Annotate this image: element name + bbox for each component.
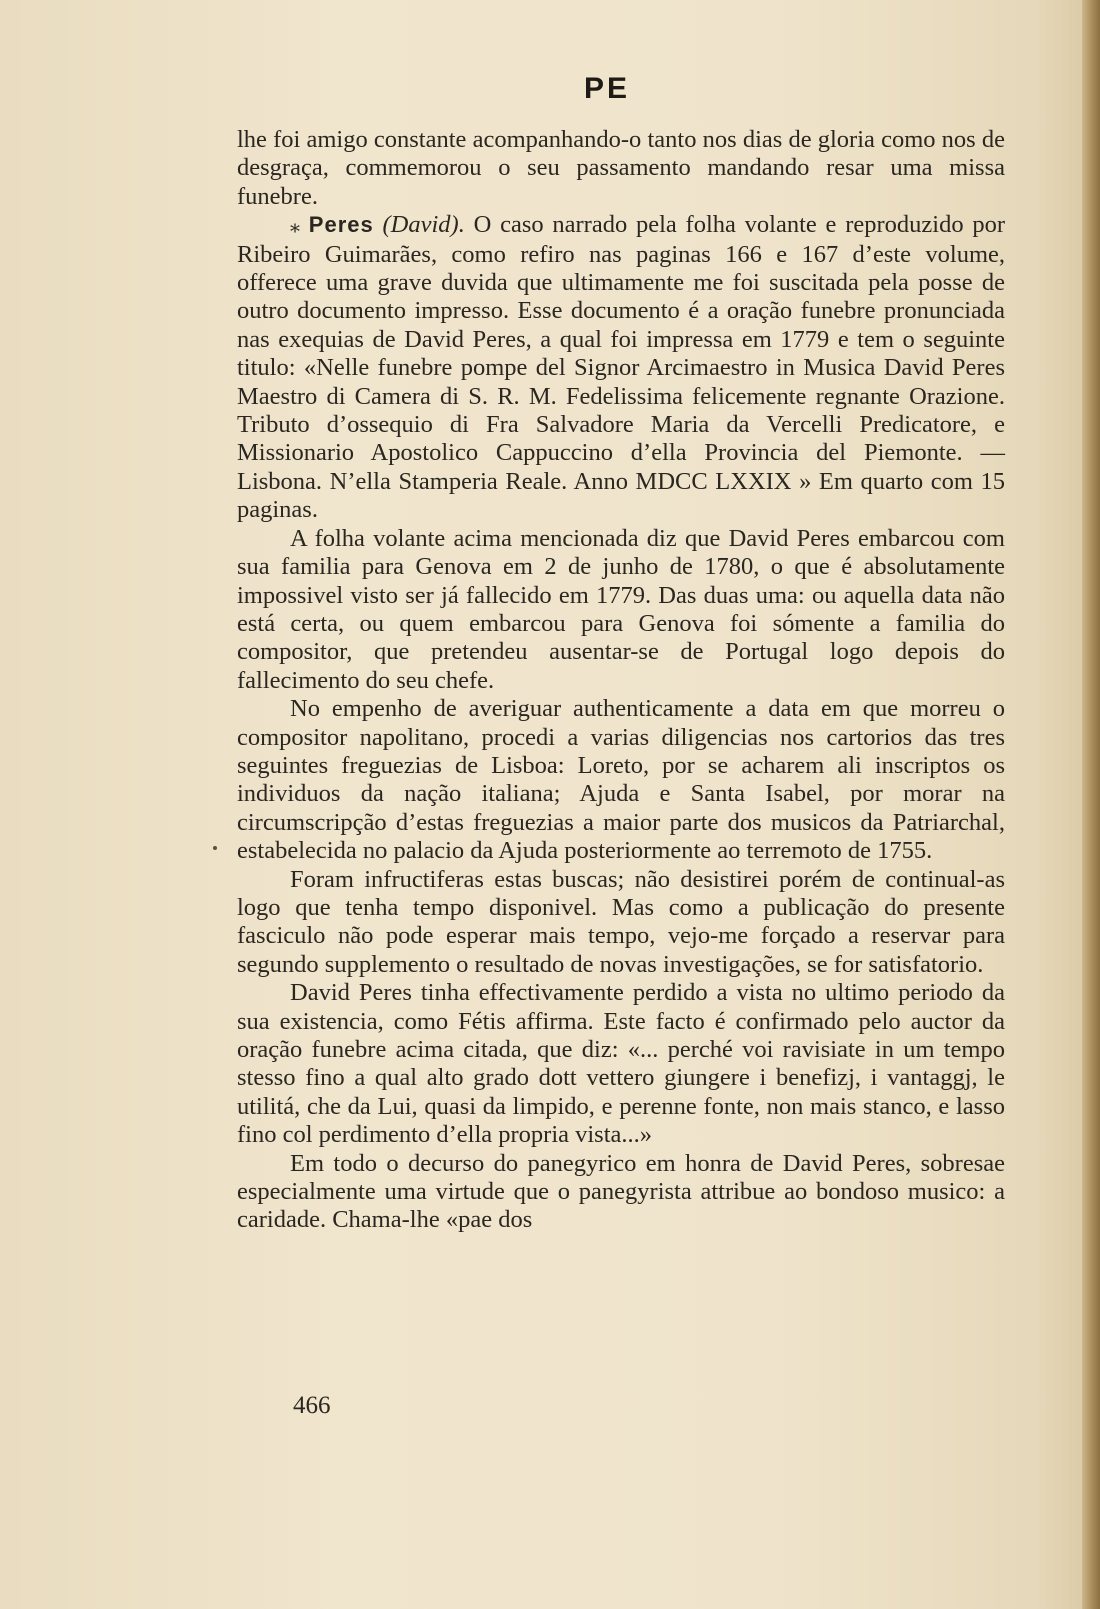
entry-given-name: (David). [382, 211, 465, 239]
paragraph [237, 979, 1005, 1149]
paragraph-text: David Peres tinha effectivamente perdido a vista no ultimo periodo da sua existencia, como Fétis affirma. Este facto é confirmado pelo auctor da oração funebre acima citada, que diz: «... perché voi ravisiate in um tempo stesso fino a qual alto grado dott vettero giungere i benefizj, i vantaggj, le utilitá, che da Lui, quasi da limpido, e perenne fonte, non mais stanco, e lasso fino col perdimento d’ella propria vista...» [237, 979, 1005, 1149]
running-header: PE [584, 72, 631, 105]
dictionary-entry-paragraph [237, 211, 1005, 524]
paragraph-text: Foram infructiferas estas buscas; não desistirei porém de continual-as logo que tenha tempo disponivel. Mas como a publicação do presente fasciculo não pode esperar mais tempo, vejo-me forçado a reservar para segundo supplemento o resultado de novas investigações, se for satisfatorio. [237, 865, 1005, 978]
paragraph [237, 126, 1005, 211]
page-number: 466 [293, 1392, 331, 1419]
paragraph-text: O caso narrado pela folha volante e reproduzido por Ribeiro Guimarães, como refiro nas paginas 166 e 167 d’este volume, offerece uma grave duvida que ultimamente me foi suscitada pela posse de outro documento impresso. Esse documento é a oração funebre pronunciada nas exequias de David Peres, a qual foi impressa em 1779 e tem o seguinte titulo: «Nelle funebre pompe del Signor Arcimaestro in Musica David Peres Maestro di Camera di S. R. M. Fedelissima felicemente regnante Orazione. Tributo d’ossequio di Fra Salvadore Maria da Vercelli Predicatore, e Missionario Apostolico Cappuccino d’ella Provincia del Piemonte. —Lisbona. N’ella Stamperia Reale. Anno MDCC LXXIX » Em quarto com 15 paginas. [237, 211, 1006, 524]
paragraph [237, 866, 1005, 980]
paragraph [237, 525, 1005, 695]
paragraph-text: lhe foi amigo constante acompanhando-o tanto nos dias de gloria como nos de desgraça, commemorou o seu passamento mandando resar uma missa funebre. [237, 126, 1005, 210]
paragraph-text: No empenho de averiguar authenticamente a data em que morreu o compositor napolitano, procedi a varias diligencias nos cartorios das tres seguintes freguezias de Lisboa: Loreto, por se acharem ali inscriptos os individuos da nação italiana; Ajuda e Santa Isabel, por morar na circumscripção d’estas freguezias a maior parte dos musicos da Patriarchal, estabelecida no palacio da Ajuda posteriormente ao terremoto de 1755. [237, 695, 1005, 865]
stray-ink-mark [213, 846, 217, 850]
entry-headword: Peres [308, 212, 374, 238]
entry-bullet: ⁎ [290, 215, 300, 238]
body-text [237, 126, 1005, 1235]
paragraph-text: A folha volante acima mencionada diz que David Peres embarcou com sua familia para Genova em 2 de junho de 1780, o que é absolutamente impossivel visto ser já fallecido em 1779. Das duas uma: ou aquella data não está certa, ou quem embarcou para Genova foi sómente a familia do compositor, que pretendeu ausentar-se de Portugal logo depois do fallecimento do seu chefe. [237, 524, 1005, 694]
paragraph-text: Em todo o decurso do panegyrico em honra de David Peres, sobresae especialmente uma virtude que o panegyrista attribue ao bondoso musico: a caridade. Chama-lhe «pae dos [237, 1149, 1005, 1234]
paragraph [237, 695, 1005, 865]
page-edge [1082, 0, 1100, 1609]
paragraph [237, 1150, 1005, 1235]
